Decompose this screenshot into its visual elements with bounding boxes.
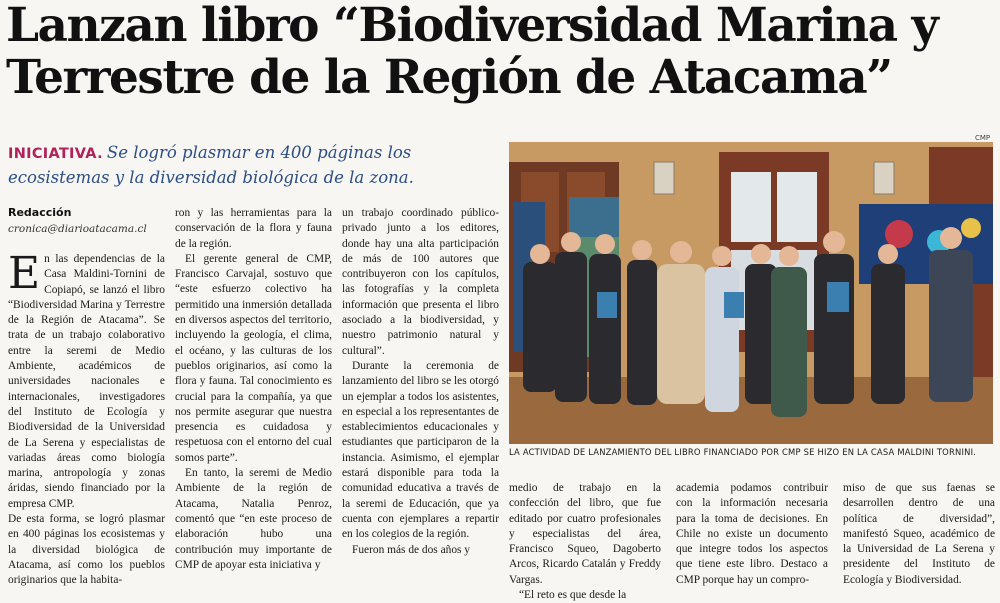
article-paragraph: academia podamos contribuir con la información necesaria para la toma de decisiones. En Chile no existe un documento que integre todos los aspectos que tiene este libro. Destaco a CMP porque hay un compro- (676, 482, 828, 586)
article-paragraph: medio de trabajo en la confección del libro, que fue editado por cuatro profesionales y especialistas del área, Francisco Squeo, Dagoberto Arcos, Ricardo Catalán y Freddy Vargas. (509, 482, 661, 586)
article-column-1 (8, 248, 165, 589)
lead-paragraph (8, 141, 503, 189)
article-paragraph: El gerente general de CMP, Francisco Carvajal, sostuvo que “este esfuerzo colectivo ha permitido una inmersión detallada en diversos aspectos del territorio, incluyendo la geología, el clima, el océano, y las culturas de los pueblos originarios, así como la flora y fauna. Tal conocimiento es crucial para la compañía, ya que nos permite asegurar que nuestra presencia es cuidadosa y respetuosa con el entorno del cual somos parte”. (175, 252, 332, 464)
drop-cap: E (8, 248, 41, 299)
article-column-4 (509, 481, 661, 603)
article-column-2 (175, 206, 332, 573)
byline (8, 206, 168, 235)
photo-caption: LA ACTIVIDAD DE LANZAMIENTO DEL LIBRO FINANCIADO POR CMP SE HIZO EN LA CASA MALDINI TORNINI. (509, 447, 977, 457)
article-paragraph: ron y las herramientas para la conservación de la flora y fauna de la región. (175, 207, 332, 250)
section-kicker: INICIATIVA. (8, 146, 103, 162)
lead-text: Se logró plasmar en 400 páginas los ecosistemas y la diversidad biológica de la zona. (8, 143, 414, 187)
article-paragraph: Durante la ceremonia de lanzamiento del libro se les otorgó un ejemplar a todos los asistentes, en especial a los representantes de establecimientos educacionales y estudiantes que participaron de la instancia. Asimismo, el ejemplar estará disponible para toda la comunidad educativa a través de la seremi de Educación, que ya cuenta con ejemplares a repartir en los colegios de la región. (342, 359, 500, 541)
article-column-5 (676, 481, 828, 588)
author-email[interactable]: cronica@diarioatacama.cl (8, 223, 147, 235)
article-paragraph: De esta forma, se logró plasmar en 400 páginas los ecosistemas y la diversidad biológica de Atacama, así como los pueblos originarios que la habita- (8, 513, 165, 587)
author-name: Redacción (8, 206, 72, 219)
article-column-6 (843, 481, 995, 588)
headline: Lanzan libro “Biodiversidad Marina y Terrestre de la Región de Atacama” (6, 0, 938, 105)
article-paragraph: Fueron más de dos años y (352, 543, 471, 556)
article-paragraph: “El reto es que desde la (519, 589, 627, 602)
article-paragraph: En tanto, la seremi de Medio Ambiente de la región de Atacama, Natalia Penroz, comentó que “en este proceso de elaboración hubo una contribución muy importante de CMP de apoyar esta iniciativa y (175, 467, 332, 571)
article-paragraph: un trabajo coordinado público-privado junto a los editores, donde hay una alta participación de más de 100 autores que contribuyeron con los capítulos, las fotografías y la completa información que presenta el libro asociado a la biodiversidad, y nuestro patrimonio natural y cultural”. (342, 207, 499, 357)
event-photo (509, 142, 993, 444)
article-column-3 (342, 206, 499, 558)
article-paragraph: En las dependencias de la Casa Maldini-Tornini de Copiapó, se lanzó el libro “Biodiversidad Marina y Terrestre de la Región de Atacama”. Se trata de un trabajo colaborativo entre la seremi de Medio Ambiente, académicos de universidades nacionales e internacionales, investigadores del Instituto de Ecología y Biodiversidad de la Universidad de La Serena y especialistas de variadas áreas como biología marina, antropología y zonas áridas, siendo financiado por la empresa CMP. (8, 248, 165, 510)
article-paragraph: miso de que sus faenas se desarrollen dentro de una política de diversidad”, manifestó Squeo, académico de la Universidad de La Serena y presidente del Instituto de Ecología y Biodiversidad. (843, 482, 995, 586)
photo-credit: CMP (975, 134, 991, 142)
